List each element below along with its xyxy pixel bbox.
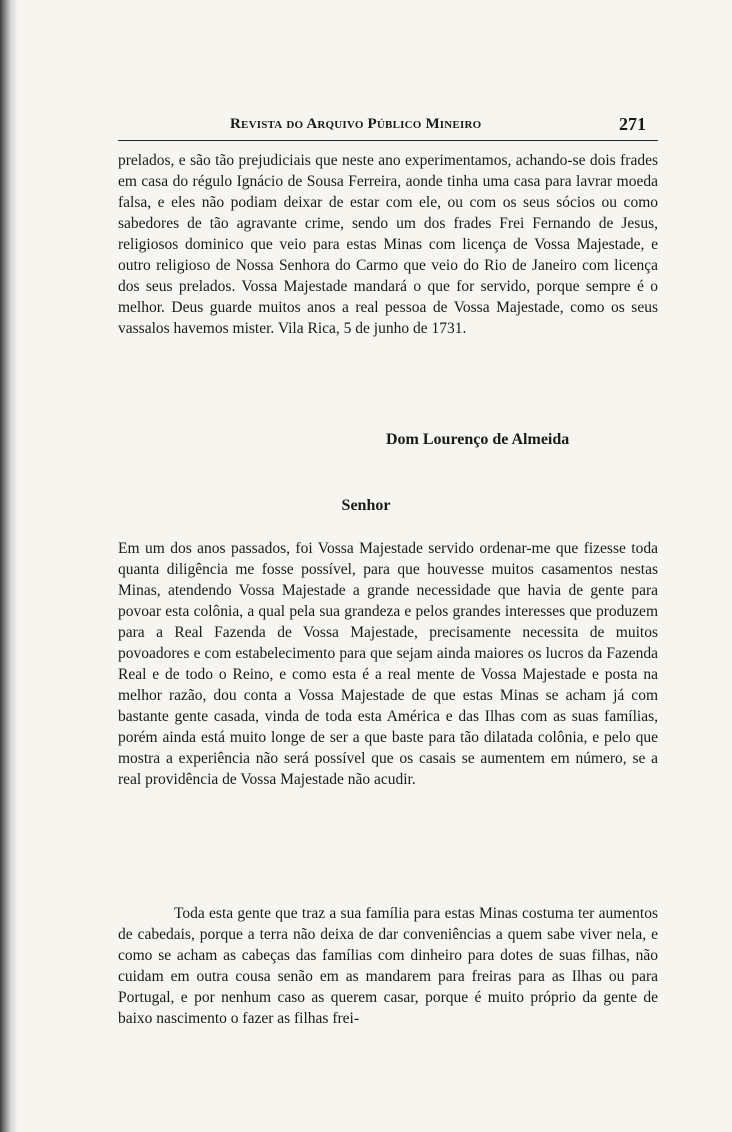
letter-signature: Dom Lourenço de Almeida — [386, 431, 570, 448]
body-paragraph-3: Toda esta gente que traz a sua família para estas Minas costuma ter aumentos de cabedais, porque a terra não deixa de dar conveniências a quem sabe viver nela, e como se acham as cabeças das famílias com dinheiro para dotes de suas filhas, não cuidam em outra cousa senão em as mandarem para freiras para as Ilhas ou para Portugal, e por nenhum caso as querem casar, porque é muito próprio da gente de baixo nascimento o fazer as filhas frei- — [118, 905, 658, 1027]
page-header — [118, 110, 658, 141]
body-paragraph-2: Em um dos anos passados, foi Vossa Majestade servido ordenar-me que fizesse toda quanta diligência me fosse possível, para que houvesse muitos casamentos nestas Minas, atendendo Vossa Majestade a grande necessidade que havia de gente para povoar esta colônia, a qual pela sua grandeza e pelos grandes interesses que produzem para a Real Fazenda de Vossa Majestade, precisamente necessita de muitos povoadores e com estabelecimento para que sejam ainda maiores os lucros da Fazenda Real e de todo o Reino, e como esta é a real mente de Vossa Majestade e posta na melhor razão, dou conta a Vossa Majestade de que estas Minas se acham já com bastante gente casada, vinda de toda esta América e das Ilhas com as suas famílias, porém ainda está muito longe de ser a que baste para tão dilatada colônia, e pelo que mostra a experiência não será possível que os casais se aumentem em número, se a real providência de Vossa Majestade não acudir. — [118, 540, 658, 788]
page-number: 271 — [619, 114, 646, 134]
running-head: Revista do Arquivo Público Mineiro — [230, 116, 482, 132]
body-paragraph-1: prelados, e são tão prejudiciais que neste ano experimentamos, achando-se dois frades em casa do régulo Ignácio de Sousa Ferreira, aonde tinha uma casa para lavrar moeda falsa, e eles não podiam deixar de estar com ele, ou com os seus sócios ou como sabedores de tão agravante crime, sendo um dos frades Frei Fernando de Jesus, religiosos dominico que veio para estas Minas com licença de Vossa Majestade, e outro religioso de Nossa Senhora do Carmo que veio do Rio de Janeiro com licença dos seus prelados. Vossa Majestade mandará o que for servido, porque sempre é o melhor. Deus guarde muitos anos a real pessoa de Vossa Majestade, como os seus vassalos havemos mister. Vila Rica, 5 de junho de 1731. — [118, 152, 658, 337]
letter-salutation: Senhor — [341, 497, 391, 514]
scan-edge-shadow — [0, 0, 18, 1132]
